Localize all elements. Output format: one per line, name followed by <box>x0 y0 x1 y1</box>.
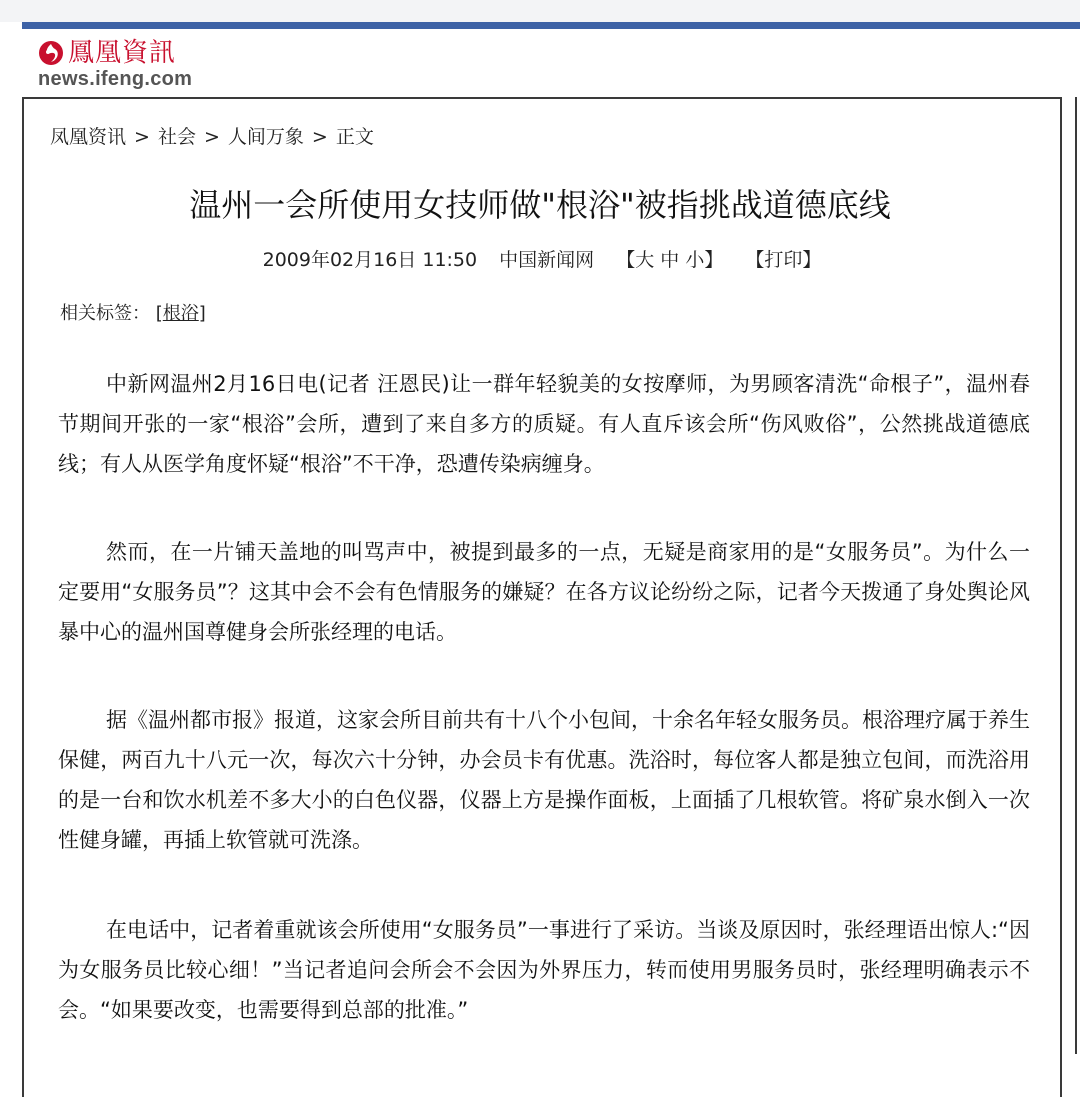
breadcrumb-separator: > <box>134 126 150 148</box>
breadcrumb-item-home[interactable]: 凤凰资讯 <box>50 126 127 148</box>
tags-label: 相关标签： <box>60 303 150 324</box>
phoenix-logo-icon <box>38 40 64 66</box>
site-logo[interactable] <box>38 36 238 92</box>
right-border-rule <box>1075 97 1077 1054</box>
article-title: 温州一会所使用女技师做"根浴"被指挑战道德底线 <box>189 186 891 224</box>
article-paragraph: 在电话中，记者着重就该会所使用“女服务员”一事进行了采访。当谈及原因时，张经理语出惊人:“因为女服务员比较心细！”当记者追问会所会不会因为外界压力，转而使用男服务员时，张经理明确表示不会。“如果要改变，也需要得到总部的批准。” <box>58 918 1030 1022</box>
tag-bracket-close: ] <box>198 303 206 324</box>
article-paragraph: 据《温州都市报》报道，这家会所目前共有十八个小包间，十余名年轻女服务员。根浴理疗属于养生保健，两百九十八元一次，每次六十分钟，办会员卡有优惠。洗浴时，每位客人都是独立包间，而洗浴用的是一台和饮水机差不多大小的白色仪器，仪器上方是操作面板，上面插了几根软管。将矿泉水倒入一次性健身罐，再插上软管就可洗涤。 <box>58 708 1030 852</box>
article-paragraph: 中新网温州2月16日电(记者 汪恩民)让一群年轻貌美的女按摩师，为男顾客清洗“命根子”，温州春节期间开张的一家“根浴”会所，遭到了来自多方的质疑。有人直斥该会所“伤风败俗”，公然挑战道德底线；有人从医学角度怀疑“根浴”不干净，恐遭传染病缠身。 <box>58 372 1030 476</box>
tag-link-genyu[interactable]: 根浴 <box>162 303 199 324</box>
logo-domain-text: news.ifeng.com <box>38 68 193 90</box>
header-accent-bar <box>22 22 1080 29</box>
publish-datetime: 2009年02月16日 11:50 <box>262 249 478 271</box>
breadcrumb <box>50 124 374 150</box>
tag-bracket-open: [ <box>155 303 163 324</box>
breadcrumb-item-society[interactable]: 社会 <box>157 126 196 148</box>
font-size-control[interactable]: 【大 中 小】 <box>616 249 724 271</box>
article-paragraph: 然而，在一片铺天盖地的叫骂声中，被提到最多的一点，无疑是商家用的是“女服务员”。为什么一定要用“女服务员”？这其中会不会有色情服务的嫌疑？在各方议论纷纷之际，记者今天拨通了身处舆论风暴中心的温州国尊健身会所张经理的电话。 <box>58 540 1030 644</box>
breadcrumb-item-current: 正文 <box>335 126 374 148</box>
logo-chinese-text: 鳳凰資訊 <box>68 38 177 68</box>
breadcrumb-item-human-affairs[interactable]: 人间万象 <box>227 126 304 148</box>
breadcrumb-separator: > <box>203 126 220 148</box>
print-button[interactable]: 【打印】 <box>745 249 822 271</box>
article-source: 中国新闻网 <box>499 249 595 271</box>
breadcrumb-separator: > <box>311 126 328 148</box>
top-background-strip <box>0 0 1080 22</box>
article-meta <box>0 247 1080 273</box>
related-tags <box>60 301 206 327</box>
